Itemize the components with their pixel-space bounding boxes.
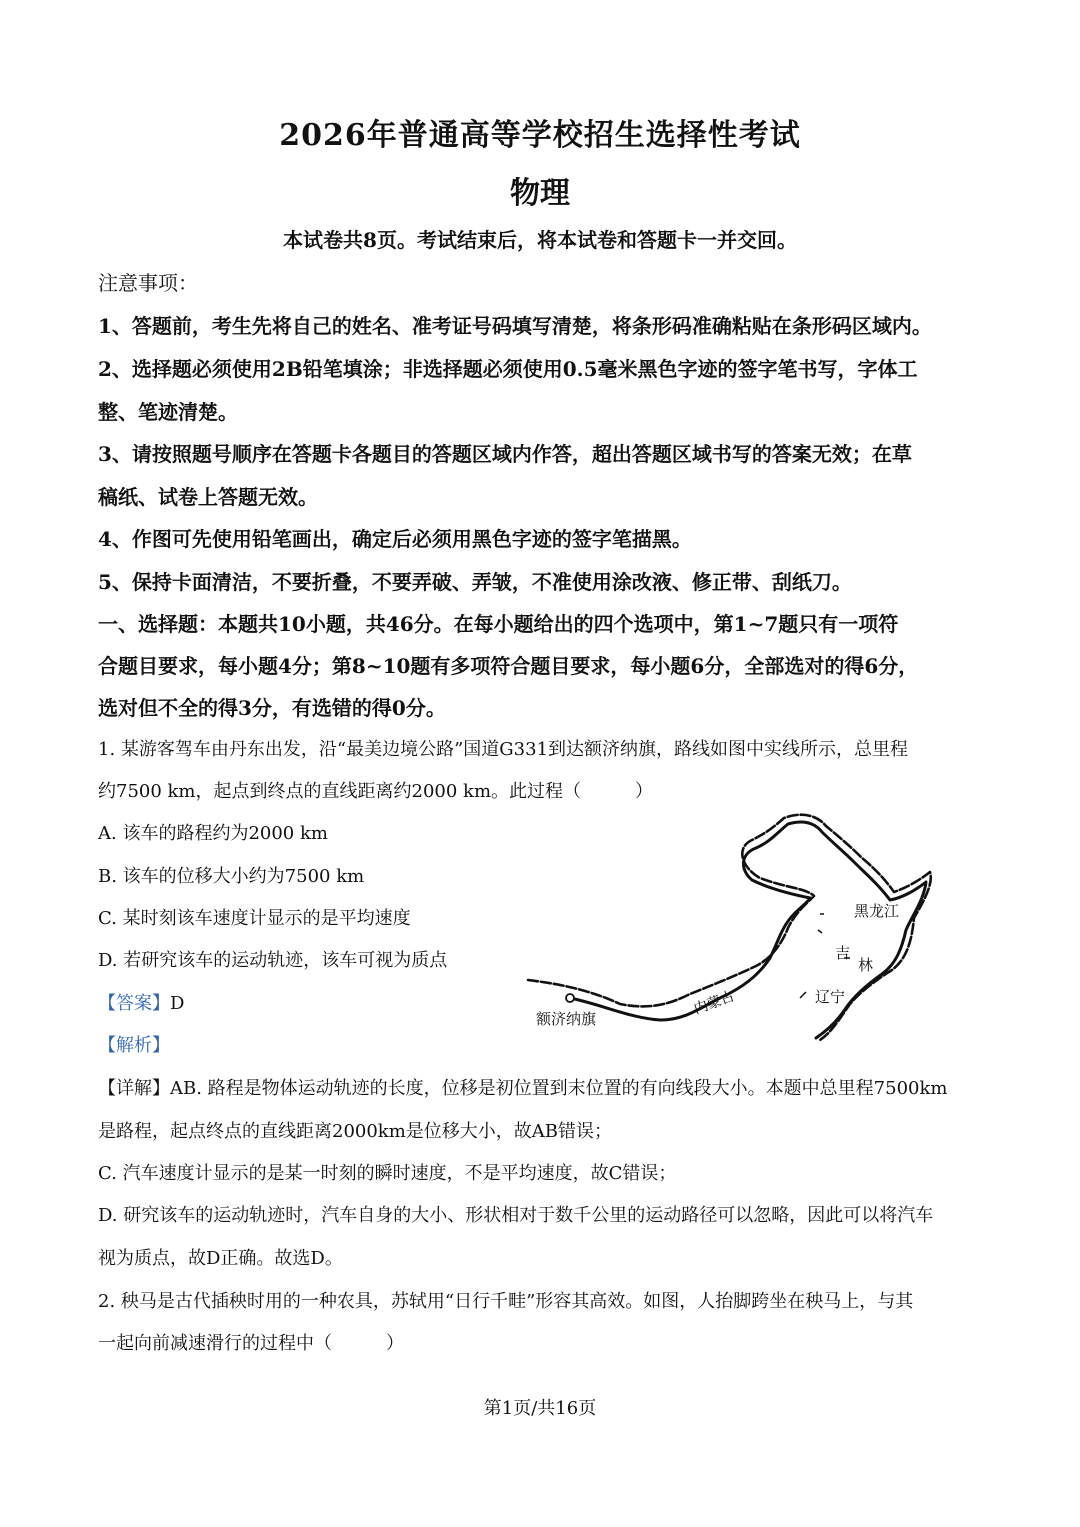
route-map [520, 808, 950, 1058]
label-jilin-1: 吉 [835, 946, 851, 962]
start-point-icon [566, 994, 574, 1002]
q1-option-a: A. 该车的路程约为2000 km [98, 823, 328, 844]
label-ejina: 额济纳旗 [536, 1012, 597, 1028]
detail-line-3: C. 汽车速度计显示的是某一时刻的瞬时速度，不是平均速度，故C错误； [98, 1163, 677, 1184]
answer-tag: 【答案】 [98, 993, 170, 1014]
note-line-4: 4、作图可先使用铅笔画出，确定后必须用黑色字迹的签字笔描黑。 [98, 527, 692, 551]
label-liaoning: 辽宁 [815, 990, 846, 1006]
note-line-5: 5、保持卡面清洁，不要折叠，不要弄破、弄皱，不准使用涂改液、修正带、刮纸刀。 [98, 570, 852, 594]
q2-stem-line-2: 一起向前减速滑行的过程中（ ） [98, 1333, 404, 1354]
label-heilongjiang: 黑龙江 [854, 904, 900, 920]
answer-value: D [170, 993, 185, 1014]
exam-intro: 本试卷共8页。考试结束后，将本试卷和答题卡一并交回。 [283, 228, 797, 252]
page-footer: 第1页/共16页 [483, 1398, 597, 1419]
note-line-3: 3、请按照题号顺序在答题卡各题目的答题区域内作答，超出答题区域书写的答案无效；在草 [98, 442, 912, 466]
analysis-tag: 【解析】 [98, 1035, 170, 1056]
detail-line-5: 视为质点，故D正确。故选D。 [98, 1248, 343, 1269]
detail-line-2: 是路程，起点终点的直线距离2000km是位移大小，故AB错误； [98, 1121, 613, 1142]
q1-option-c: C. 某时刻该车速度计显示的是平均速度 [98, 908, 411, 929]
q1-stem-line-2: 约7500 km，起点到终点的直线距离约2000 km。此过程（ ） [98, 781, 654, 802]
note-line-3-cont: 稿纸、试卷上答题无效。 [98, 485, 318, 509]
q1-option-b: B. 该车的位移大小约为7500 km [98, 866, 365, 887]
label-jilin-2: 林 [858, 958, 874, 974]
note-line-1: 1、答题前，考生先将自己的姓名、准考证号码填写清楚，将条形码准确粘贴在条形码区域内。 [98, 314, 932, 338]
exam-title: 2026年普通高等学校招生选择性考试 [279, 118, 801, 153]
notes-heading: 注意事项： [98, 271, 198, 295]
subject-title: 物理 [510, 176, 570, 211]
q1-stem-line-1: 1. 某游客驾车由丹东出发，沿“最美边境公路”国道G331到达额济纳旗，路线如图中实线所示，总里程 [98, 739, 909, 760]
note-line-2-cont: 整、笔迹清楚。 [98, 400, 238, 424]
detail-line-1: 【详解】AB. 路程是物体运动轨迹的长度，位移是初位置到末位置的有向线段大小。本题中总里程7500km [98, 1078, 948, 1099]
q2-stem-line-1: 2. 秧马是古代插秧时用的一种农具，苏轼用“日行千畦”形容其高效。如图，人抬脚跨坐在秧马上，与其 [98, 1291, 914, 1312]
section1-line-2: 合题目要求，每小题4分；第8~10题有多项符合题目要求，每小题6分，全部选对的得6分， [98, 654, 919, 678]
label-neimenggu: 内蒙古 [692, 989, 737, 1018]
section1-line-3: 选对但不全的得3分，有选错的得0分。 [98, 696, 446, 720]
note-line-2: 2、选择题必须使用2B铅笔填涂；非选择题必须使用0.5毫米黑色字迹的签字笔书写，字体工 [98, 357, 918, 381]
map-border-outer [528, 815, 931, 1040]
q1-answer-row [98, 989, 184, 1015]
q1-option-d: D. 若研究该车的运动轨迹，该车可视为质点 [98, 950, 448, 971]
section1-line-1: 一、选择题：本题共10小题，共46分。在每小题给出的四个选项中，第1~7题只有一项符 [98, 612, 899, 636]
detail-line-4: D. 研究该车的运动轨迹时，汽车自身的大小、形状相对于数千公里的运动路径可以忽略，因此可以将汽车 [98, 1205, 934, 1226]
